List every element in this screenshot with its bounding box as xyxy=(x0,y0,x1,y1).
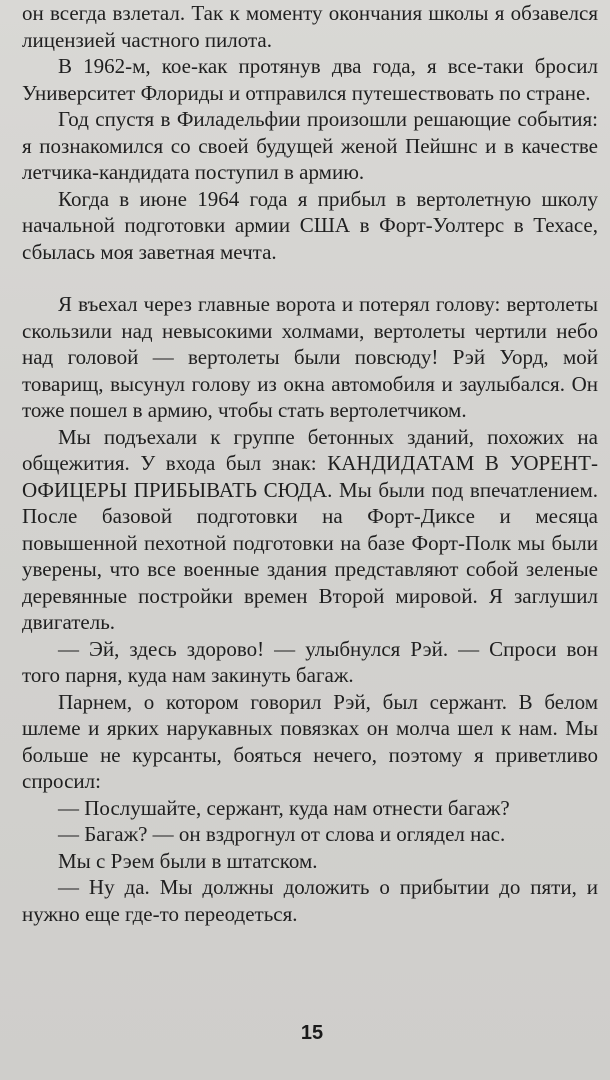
book-page xyxy=(22,0,602,1080)
paragraph: В 1962-м, кое-как протянув два года, я все-таки бросил Университет Флориды и отправился путешествовать по стране. xyxy=(22,54,598,105)
dialogue-line: — Ну да. Мы должны доложить о прибытии до пяти, и нужно еще где-то переодеться. xyxy=(22,875,598,926)
page-number: 15 xyxy=(300,1022,324,1044)
paragraph: Парнем, о котором говорил Рэй, был сержант. В белом шлеме и ярких нарукавных повязках он молча шел к нам. Мы больше не курсанты, бояться нечего, поэтому я приветливо спросил: xyxy=(22,689,598,793)
paragraph: Мы подъехали к группе бетонных зданий, похожих на общежития. У входа был знак: КАНДИДАТАМ В УОРЕНТ-ОФИЦЕРЫ ПРИБЫВАТЬ СЮДА. Мы были под впечатлением. После базовой подготовки на Форт-Диксе и месяца повышенной пехотной подготовки на базе Форт-Полк мы были уверены, что все военные здания представляют собой зеленые деревянные постройки времен Второй мировой. Я заглушил двигатель. xyxy=(22,424,598,634)
dialogue-line: — Послушайте, сержант, куда нам отнести багаж? xyxy=(58,795,510,820)
dialogue-line: — Багаж? — он вздрогнул от слова и оглядел нас. xyxy=(58,822,506,846)
page-text xyxy=(22,0,598,927)
dialogue-line: — Эй, здесь здорово! — улыбнулся Рэй. — Спроси вон того парня, куда нам закинуть багаж. xyxy=(22,636,598,687)
paragraph-continued: он всегда взлетал. Так к моменту окончания школы я обзавелся лицензией частного пилота. xyxy=(22,1,598,52)
paragraph: Мы с Рэем были в штатском. xyxy=(58,848,318,873)
paragraph: Я въехал через главные ворота и потерял голову: вертолеты скользили над невысокими холмами, вертолеты чертили небо над головой — вертолеты были повсюду! Рэй Уорд, мой товарищ, высунул голову из окна автомобиля и заулыбался. Он тоже пошел в армию, чтобы стать вертолетчиком. xyxy=(22,292,598,422)
paragraph: Когда в июне 1964 года я прибыл в вертолетную школу начальной подготовки армии США в Форт-Уолтерс в Техасе, сбылась моя заветная мечта. xyxy=(22,186,598,264)
paragraph: Год спустя в Филадельфии произошли решающие события: я познакомился со своей будущей женой Пейшнс и в качестве летчика-кандидата поступил в армию. xyxy=(22,107,598,184)
